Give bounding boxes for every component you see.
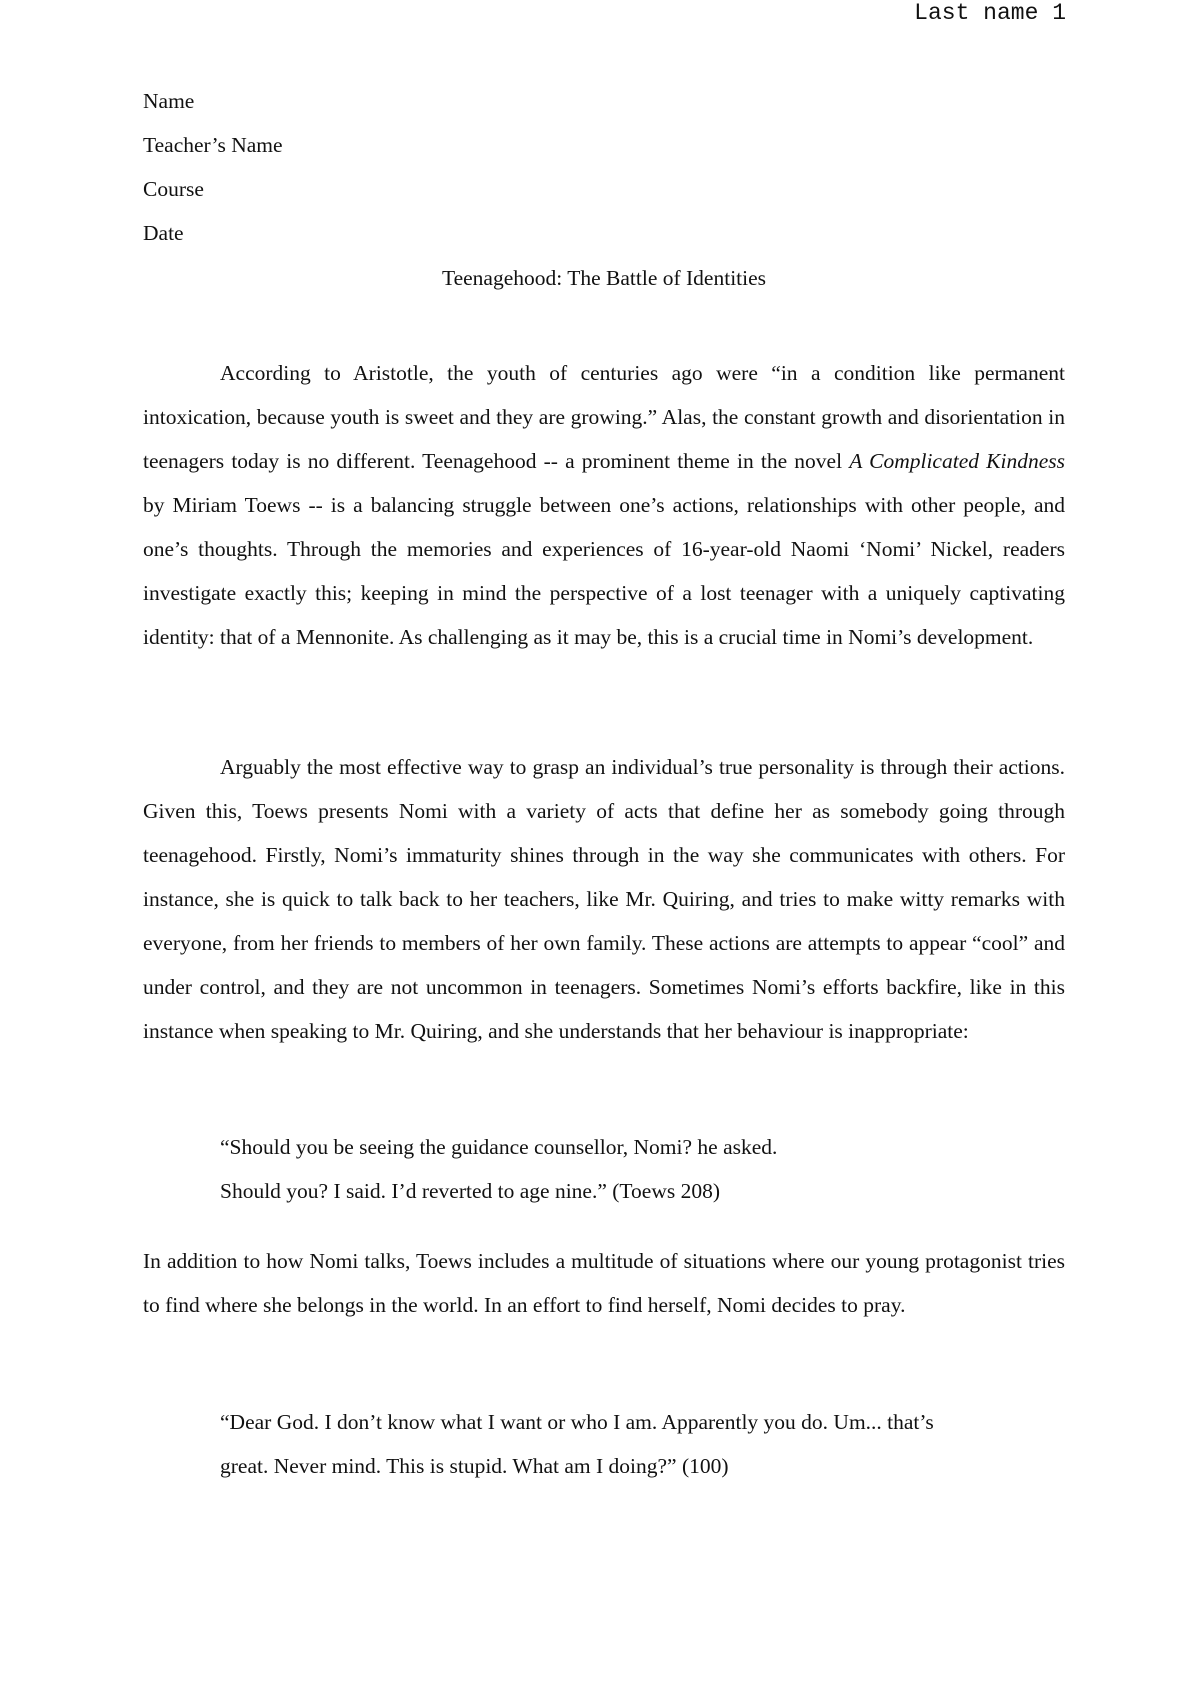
- block-quote-1-line-2: Should you? I said. I’d reverted to age nine.” (Toews 208): [220, 1179, 721, 1203]
- block-quote-2-line-2: great. Never mind. This is stupid. What am I doing?” (100): [220, 1454, 729, 1478]
- paragraph-1-after-title: by Miriam Toews -- is a balancing struggle between one’s actions, relationships with other people, and one’s thoughts. Through the memories and experiences of 16-year-old Naomi ‘Nomi’ Nickel, readers investigate exactly this; keeping in mind the perspective of a lost teenager with a uniquely captivating identity: that of a Mennonite. As challenging as it may be, this is a crucial time in Nomi’s development.: [143, 493, 1065, 649]
- teacher-name: Teacher’s Name: [143, 133, 283, 157]
- block-quote-2: [220, 1400, 1065, 1488]
- paragraph-3-text: In addition to how Nomi talks, Toews includes a multitude of situations where our young protagonist tries to find where she belongs in the world. In an effort to find herself, Nomi decides to pray.: [143, 1249, 1065, 1317]
- book-title: A Complicated Kindness: [849, 449, 1065, 473]
- paragraph-3: [143, 1239, 1065, 1327]
- paragraph-2-text: Arguably the most effective way to grasp an individual’s true personality is through their actions. Given this, Toews presents Nomi with a variety of acts that define her as somebody going through teenagehood. Firstly, Nomi’s immaturity shines through in the way she communicates with others. For instance, she is quick to talk back to her teachers, like Mr. Quiring, and tries to make witty remarks with everyone, from her friends to members of her own family. These actions are attempts to appear “cool” and under control, and they are not uncommon in teenagers. Sometimes Nomi’s efforts backfire, like in this instance when speaking to Mr. Quiring, and she understands that her behaviour is inappropriate:: [143, 755, 1065, 1043]
- block-quote-2-line-1: “Dear God. I don’t know what I want or who I am. Apparently you do. Um... that’s: [220, 1410, 934, 1434]
- paragraph-1-text: [143, 351, 1065, 659]
- mla-heading: [143, 88, 1063, 264]
- paragraph-1-before-title: According to Aristotle, the youth of centuries ago were “in a condition like permanent intoxication, because youth is sweet and they are growing.” Alas, the constant growth and disorientation in teenagers today is no different. Teenagehood -- a prominent theme in the novel: [143, 361, 1065, 473]
- essay-title: Teenagehood: The Battle of Identities: [441, 266, 767, 290]
- course-name: Course: [143, 177, 204, 201]
- paragraph-2: [143, 745, 1065, 1053]
- paragraph-1: [143, 351, 1065, 659]
- running-head: Last name 1: [914, 0, 1066, 26]
- student-name: Name: [143, 89, 195, 113]
- block-quote-1: [220, 1125, 1065, 1213]
- block-quote-1-line-1: “Should you be seeing the guidance counsellor, Nomi? he asked.: [220, 1135, 778, 1159]
- date: Date: [143, 221, 184, 245]
